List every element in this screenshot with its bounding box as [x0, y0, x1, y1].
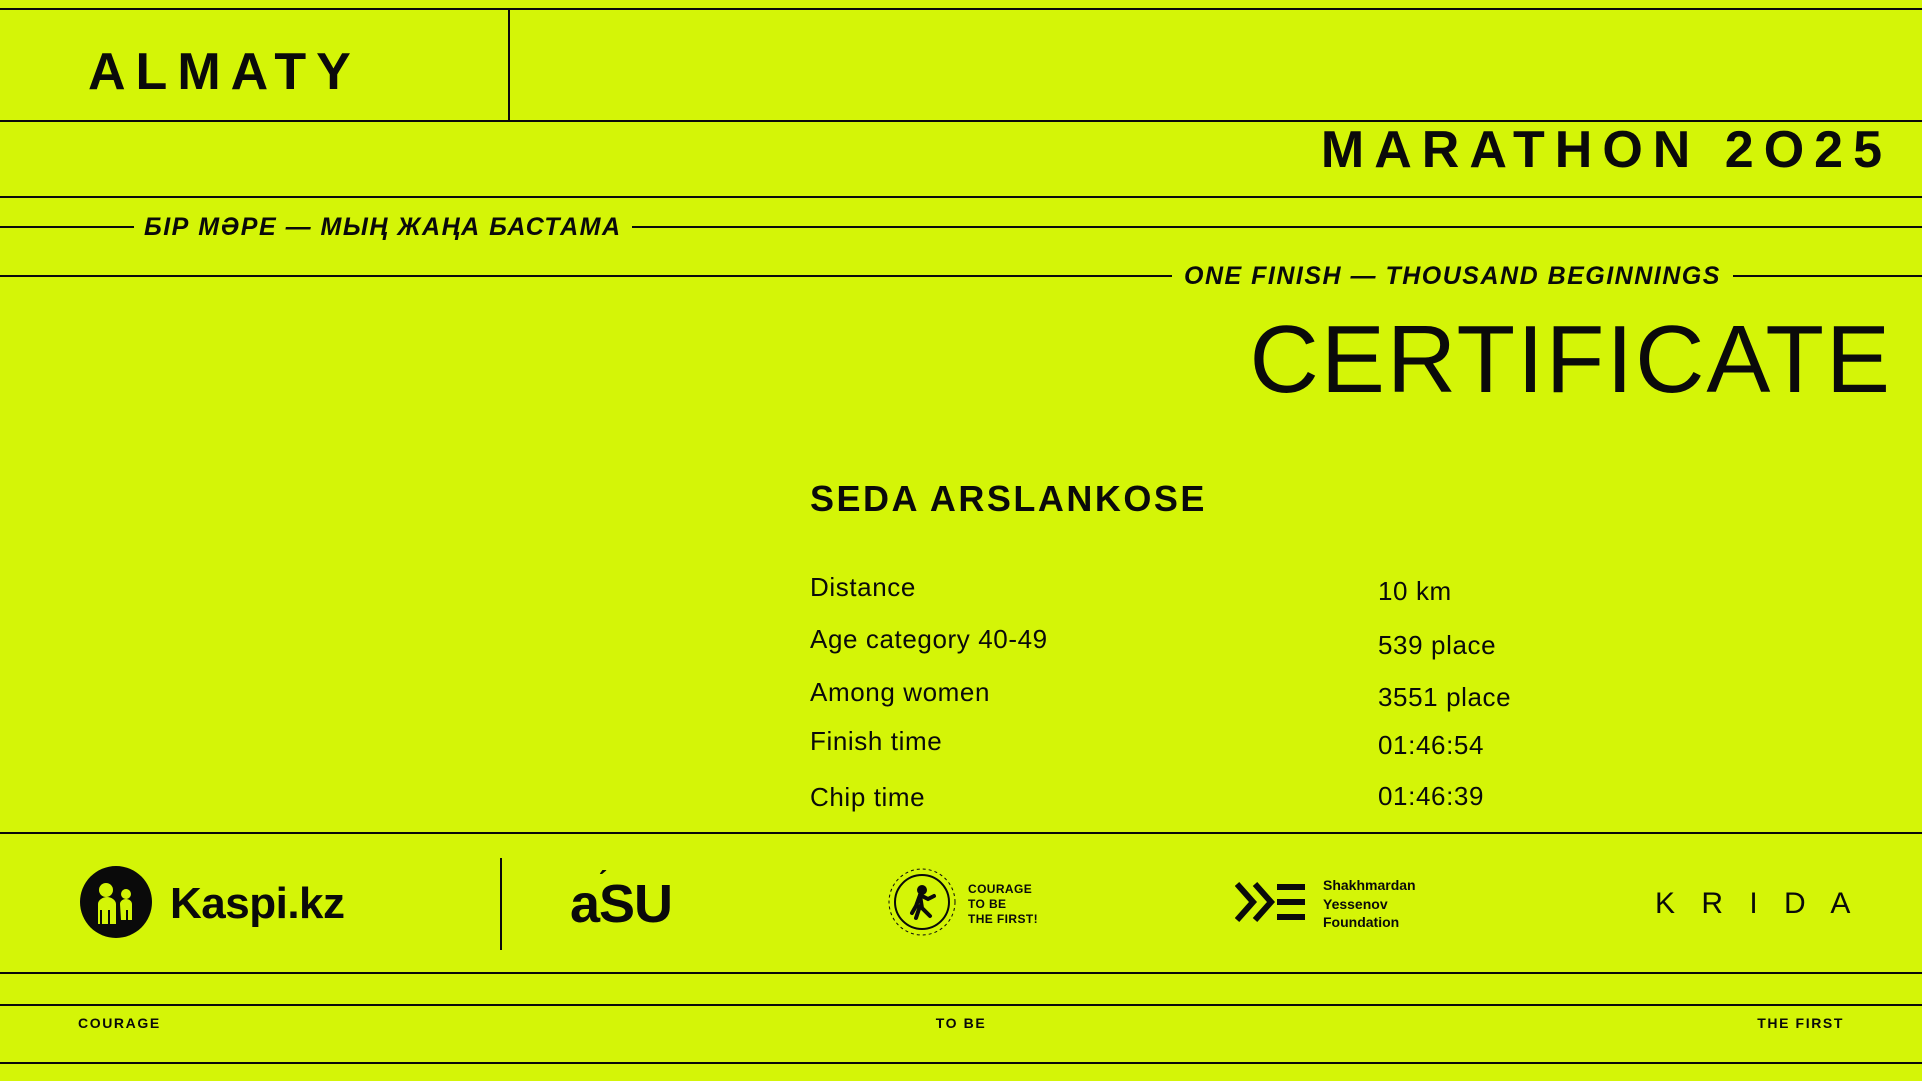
sponsor-yessenov	[1235, 840, 1416, 968]
courage-line-3: THE FIRST!	[968, 911, 1038, 926]
sponsor-kaspi	[78, 840, 345, 968]
divider-line-5	[0, 832, 1922, 834]
table-row	[810, 726, 1640, 778]
footer-right: THE FIRST	[1757, 1015, 1844, 1031]
result-value: 01:46:39	[1378, 781, 1485, 811]
yessenov-line-1: Shakhmardan	[1323, 876, 1416, 893]
table-row	[810, 674, 1640, 726]
sponsor-krida	[1655, 840, 1859, 968]
result-label: Finish time	[810, 726, 943, 756]
asu-logo-icon	[570, 873, 672, 935]
corporate-fund-runner-icon	[886, 866, 958, 943]
yessenov-logo-icon	[1235, 878, 1311, 931]
result-value: 3551 place	[1378, 682, 1512, 712]
table-row	[810, 778, 1640, 830]
table-row	[810, 622, 1640, 674]
slogan-english: ONE FINISH — THOUSAND BEGINNINGS	[1172, 264, 1733, 289]
divider-line-top	[0, 8, 1922, 10]
footer-center: TO BE	[935, 1015, 987, 1031]
city-title: ALMATY	[88, 43, 361, 101]
divider-line-2	[0, 196, 1922, 198]
yessenov-line-2: Yessenov	[1323, 895, 1388, 912]
page-title: CERTIFICATE	[1249, 306, 1892, 413]
result-label: Among women	[810, 677, 991, 707]
result-label: Distance	[810, 572, 916, 602]
event-title: MARATHON 2O25	[1320, 121, 1892, 179]
result-value: 10 km	[1378, 576, 1452, 606]
result-value: 01:46:54	[1378, 730, 1485, 760]
sponsor-divider	[500, 858, 502, 950]
divider-line-7	[0, 1004, 1922, 1006]
result-label: Age category 40-49	[810, 624, 1048, 654]
courage-line-1: COURAGE	[968, 881, 1033, 896]
yessenov-line-3: Foundation	[1323, 914, 1400, 931]
footer-bar	[0, 1015, 1922, 1049]
divider-line-6	[0, 972, 1922, 974]
courage-fund-text	[968, 882, 1038, 927]
krida-logo-icon: K R I D A	[1655, 887, 1860, 920]
kaspi-logo-icon	[78, 864, 154, 945]
footer-left: COURAGE	[78, 1015, 161, 1031]
table-row	[810, 570, 1640, 622]
kaspi-label: Kaspi.kz	[170, 879, 345, 928]
results-table	[810, 570, 1640, 830]
asu-label: aSU	[570, 874, 673, 934]
yessenov-text	[1323, 876, 1416, 933]
result-value: 539 place	[1378, 630, 1497, 660]
result-label: Chip time	[810, 782, 926, 812]
vertical-tick	[508, 8, 510, 120]
divider-line-bottom	[0, 1062, 1922, 1064]
sponsor-bar	[0, 840, 1922, 968]
sponsor-courage-fund	[886, 840, 1038, 968]
courage-line-2: TO BE	[968, 896, 1007, 911]
slogan-kazakh: БІР МӘРЕ — МЫҢ ЖАҢА БАСТАМА	[134, 215, 632, 240]
athlete-name: SEDA ARSLANKOSE	[810, 478, 1207, 519]
sponsor-asu	[570, 840, 672, 968]
